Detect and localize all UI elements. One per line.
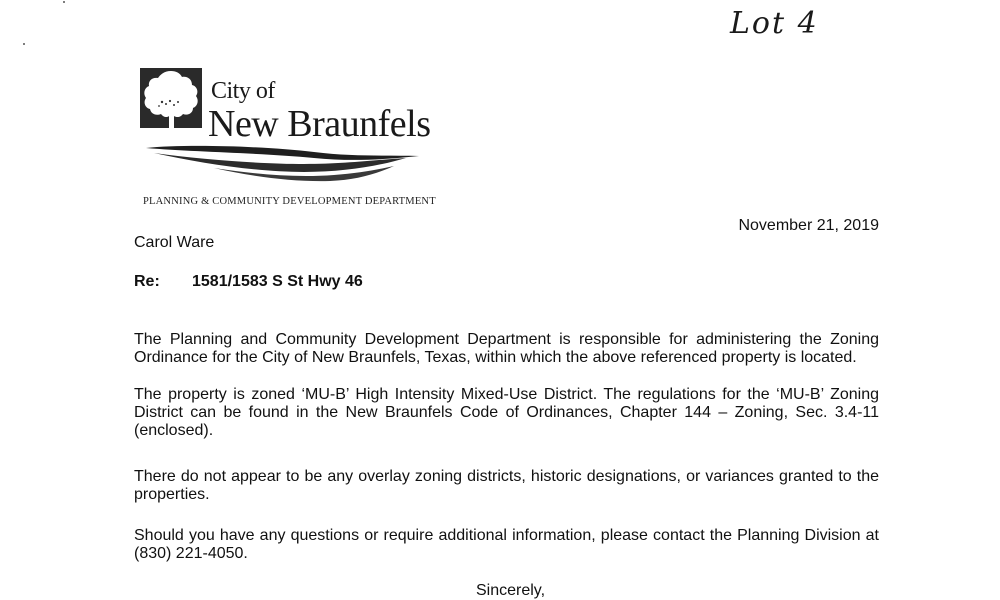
recipient-name: Carol Ware xyxy=(134,234,215,251)
subject-label: Re: xyxy=(134,273,160,290)
logo-city-label: City of xyxy=(211,78,275,104)
scan-speck xyxy=(63,1,65,3)
body-paragraph: The Planning and Community Development Department is responsible for administering the Zoning Ordinance for the City of New Braunfels, Texas, within which the above referenced property is located. xyxy=(134,331,879,366)
handwritten-lot-note: Lot 4 xyxy=(730,6,819,41)
scan-speck xyxy=(23,43,25,45)
subject-line xyxy=(134,273,363,291)
subject-address: 1581/1583 S St Hwy 46 xyxy=(192,273,363,290)
department-heading: PLANNING & COMMUNITY DEVELOPMENT DEPARTMENT xyxy=(143,196,436,207)
logo-city-name: New Braunfels xyxy=(208,103,431,145)
body-paragraph: Should you have any questions or require additional information, please contact the Planning Division at (830) 221-4050. xyxy=(134,527,879,562)
tree-logo-icon xyxy=(140,68,202,128)
river-swoosh-icon xyxy=(144,142,424,182)
body-paragraph: The property is zoned ‘MU-B’ High Intensity Mixed-Use District. The regulations for the ‘MU-B’ Zoning District can be found in the New Braunfels Code of Ordinances, Chapter 144 – Zoning, Sec. 3.4-11 (enclosed). xyxy=(134,386,879,439)
letter-date: November 21, 2019 xyxy=(738,217,879,234)
city-logo xyxy=(138,64,448,184)
body-paragraph: There do not appear to be any overlay zoning districts, historic designations, or variances granted to the properties. xyxy=(134,468,879,503)
closing-salutation: Sincerely, xyxy=(476,582,546,599)
